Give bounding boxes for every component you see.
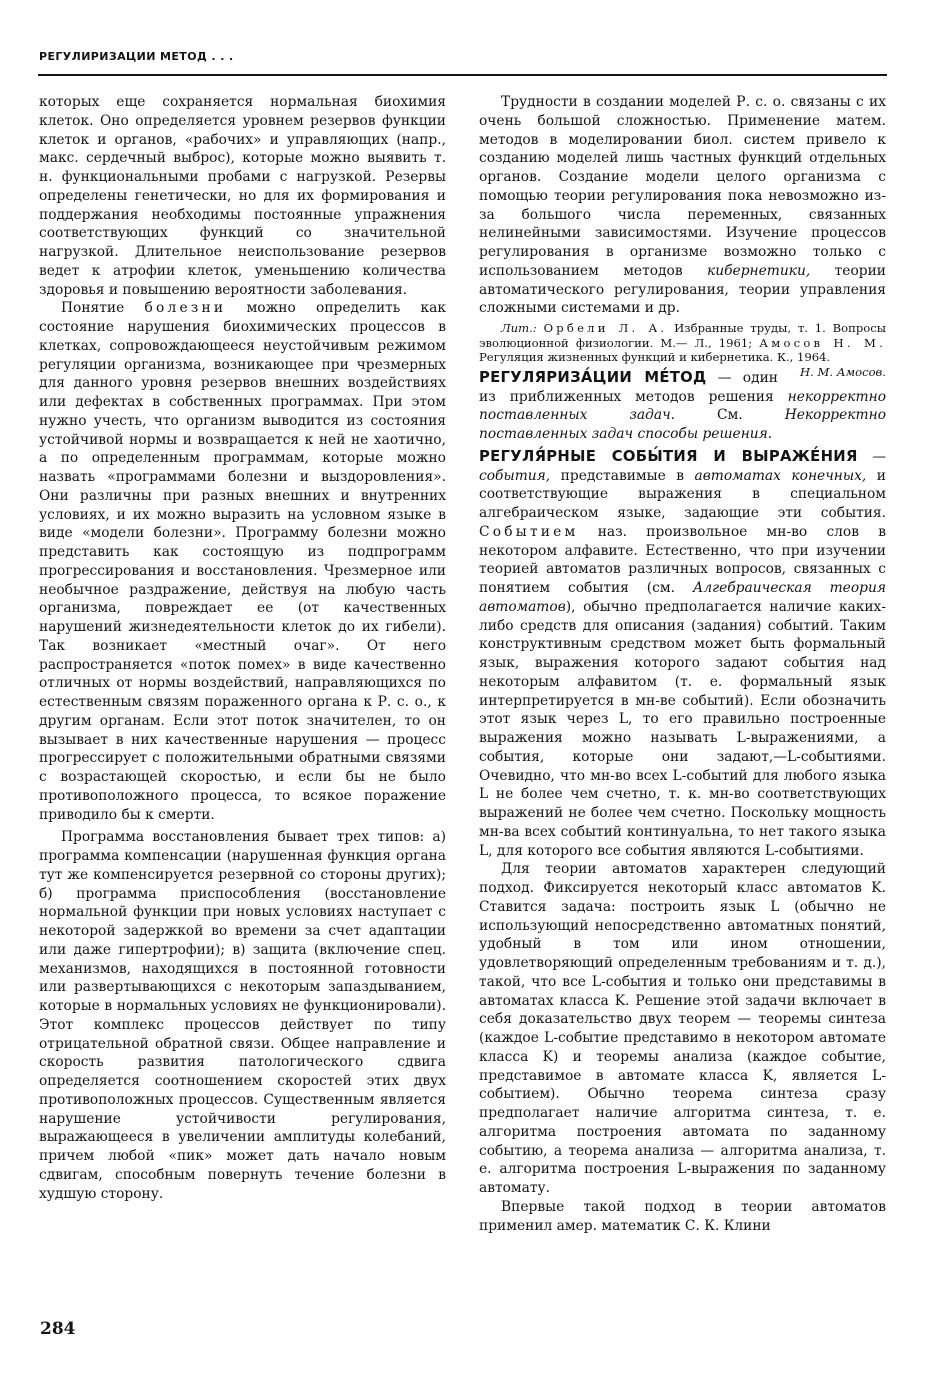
entry-headword-1: РЕГУЛЯРИЗА́ЦИИ МЕ́ТОД: [479, 368, 707, 386]
entry2-dash: —: [872, 448, 886, 465]
entry2-italic-2: автоматах конечных,: [694, 467, 867, 484]
entry1-text: — один из приближенных методов решения: [479, 369, 778, 405]
rp1-text: Трудности в создании моделей Р. с. о. связаны с их очень большой сложностью. Применение матем. методов в моделировании биол. систем привело к созданию моделей лишь частных функций отдельных органов. Создание модели целого организма с помощью теории регулирования пока невозможно из-за большого числа переменных, связанных нелинейными зависимостями. Изучение процессов регулирования в организме возможно только с использованием методов: [479, 94, 886, 279]
entry2-italic-1: события,: [479, 467, 551, 484]
left-paragraph-3: Программа восстановления бывает трех типов: а) программа компенсации (нарушенная функция органа тут же компенсируется резервной со стороны других); б) программа приспособления (восстановление нормальной функции при новых условиях наступает с некоторой задержкой во времени за счет адаптации или даже гипертрофии); в) защита (включение спец. механизмов, находящихся в постоянной готовности или развертывающихся с некоторым запаздыванием, которые в нормальных условиях не функционировали). Этот комплекс процессов действует по типу отрицательной обратной связи. Общее направление и скорость развития патологического сдвига определяется соотношением скоростей этих двух противоположных процессов. Существенным является нарушение устойчивости регулирования, выражающееся в увеличении амплитуды колебаний, причем любой «пик» может дать начало новым сдвигам, способным повернуть течение болезни в худшую сторону.: [39, 829, 446, 1202]
entry2-italic-3: Алгебраическая теория автоматов: [479, 580, 886, 615]
p2-lead: Понятие: [61, 300, 125, 317]
rp1-italic: кибернетики,: [707, 262, 811, 279]
entry1-italic-2: Некорректно поставленных задач способы решения.: [479, 407, 887, 443]
entry2-text-2: и соответствующие выражения в специальном алгебраическом языке, задающие эти события.: [479, 467, 886, 522]
right-paragraph-last: Впервые такой подход в теории автоматов применил амер. математик С. К. Клини: [479, 1198, 886, 1234]
entry-headword-2: РЕГУЛЯ́РНЫЕ СОБЫ́ТИЯ И ВЫРАЖЕ́НИЯ: [479, 447, 858, 465]
lit-author-1: Орбели Л. А.: [543, 321, 668, 335]
right-paragraph-1: [479, 93, 886, 318]
lit-author-2: Амосов Н. М.: [759, 335, 887, 350]
lit-title-1: Избранные труды, т. 1. Вопросы эволюционной физиологии. М.— Л., 1961;: [479, 321, 887, 350]
lit-label: Лит.:: [501, 321, 537, 335]
term-event: Событием: [479, 523, 579, 540]
header-rule: [38, 74, 887, 76]
running-head: РЕГУЛИРИЗАЦИИ МЕТОД . . .: [39, 50, 234, 63]
entry1-italic-1: некорректно поставленных задач.: [479, 388, 886, 424]
lit-title-2: Регуляция жизненных функций и кибернетика. К., 1964.: [479, 350, 831, 365]
entry2-text-3: наз. произвольное мн-во слов в некотором алфавите. Естественно, что при изучении теорией автоматов различных вопросов, связанных с понятием события (см.: [479, 523, 886, 597]
p2-rest: можно определить как состояние нарушения биохимических процессов в клетках, сопровождающееся неустойчивым режимом регуляции организма, возникающее при чрезмерных для данного уровня резервов внешних воздействиях или дефектах в собственных программах. При этом нужно учесть, что организм выводится из состояния устойчивой нормы и возвращается к ней не хаотично, а по определенным программам, которые можно назвать «программами болезни и выздоровления». Они различны при разных внешних и внутренних условиях, и их можно выразить на условном языке в виде «модели болезни». Программу болезни можно представить как состоящую из подпрограмм прогрессирования и восстановления. Чрезмерное или необычное раздражение, действуя на любую часть организма, повреждает ее (от качественных нарушений жизнедеятельности клеток до их гибели). Так возникает «местный очаг». От него распространяется «поток помех» в виде качественно отличных от нормы воздействий, направляющихся по естественным связям пораженного органа к Р. с. о., к другим органам. Если этот поток значителен, то он вызывает в них качественные нарушения — процесс прогрессирует с положительными обратными связями с возрастающей скоростью, и если бы не было противоположного процесса, то всякое поражение приводило бы к смерти.: [39, 300, 446, 823]
right-paragraph-theory: Для теории автоматов характерен следующий подход. Фиксируется некоторый класс автоматов K. Ставится задача: построить язык L (обычно не использующий непосредственно автоматных понятий, удобный в том или ином отношении, удовлетворяющий определенным требованиям и т. д.), такой, что все L-события и только они представимы в автоматах класса K. Решение этой задачи включает в себя доказательство двух теорем — теоремы синтеза (каждое L-событие представимо в некотором автомате класса K) и теоремы анализа (каждое событие, представимое в автомате класса K, является L-событием). Обычно теорема синтеза сразу предполагает наличие алгоритма синтеза, т. е. алгоритма построения автомата по заданному событию, а теорема анализа — алгоритма анализа, т. е. алгоритма построения L-выражения по заданному автомату.: [479, 861, 886, 1197]
entry-regular-events: [479, 448, 886, 861]
right-column: [479, 93, 886, 1235]
entry2-text-1: представимые в: [560, 467, 685, 484]
left-paragraph-1: которых еще сохраняется нормальная биохимия клеток. Оно определяется уровнем резервов функции клеток и органов, «рабочих» и управляющих (напр., макс. сердечный выброс), которые можно выявить т. н. функциональными пробами с нагрузкой. Резервы определены генетически, но для их формирования и поддержания необходимы постоянные упражнения соответствующих функций со значительной нагрузкой. Длительное неиспользование резервов ведет к атрофии клеток, уменьшению количества здоровья и повышению вероятности заболевания.: [39, 94, 446, 298]
entry-regularization: [479, 369, 886, 444]
entry-regularization-text: [479, 369, 886, 444]
left-column: [39, 93, 446, 1203]
page-number: 284: [40, 1319, 76, 1339]
entry1-see: См.: [717, 407, 743, 424]
rp1-end: теории автоматического регулирования, теории управления сложными системами и др.: [479, 262, 886, 317]
entry-regular-events-text: [479, 448, 886, 861]
left-paragraph-2: [39, 299, 446, 824]
author-signature: Н. М. Амосов.: [799, 364, 886, 379]
entry2-text-4: ), обычно предполагается наличие каких-либо средств для описания (задания) событий. Таким конструктивным средством может быть формальный язык, выражения которого задают события над некоторым алфавитом (т. е. формальный язык интерпретируется в мн-ве событий). Если обозначить этот язык через L, то его правильно построенные выражения можно называть L-выражениями, а события, которые они задают,—L-событиями. Очевидно, что мн-во всех L-событий для любого языка L не более чем счетно, т. к. мн-во соответствующих выражений не более чем счетно. Поскольку мощность мн-ва всех событий континуальна, то нет такого языка L, для которого все события являются L-событиями.: [479, 598, 886, 859]
term-disease: болезни: [144, 300, 227, 317]
